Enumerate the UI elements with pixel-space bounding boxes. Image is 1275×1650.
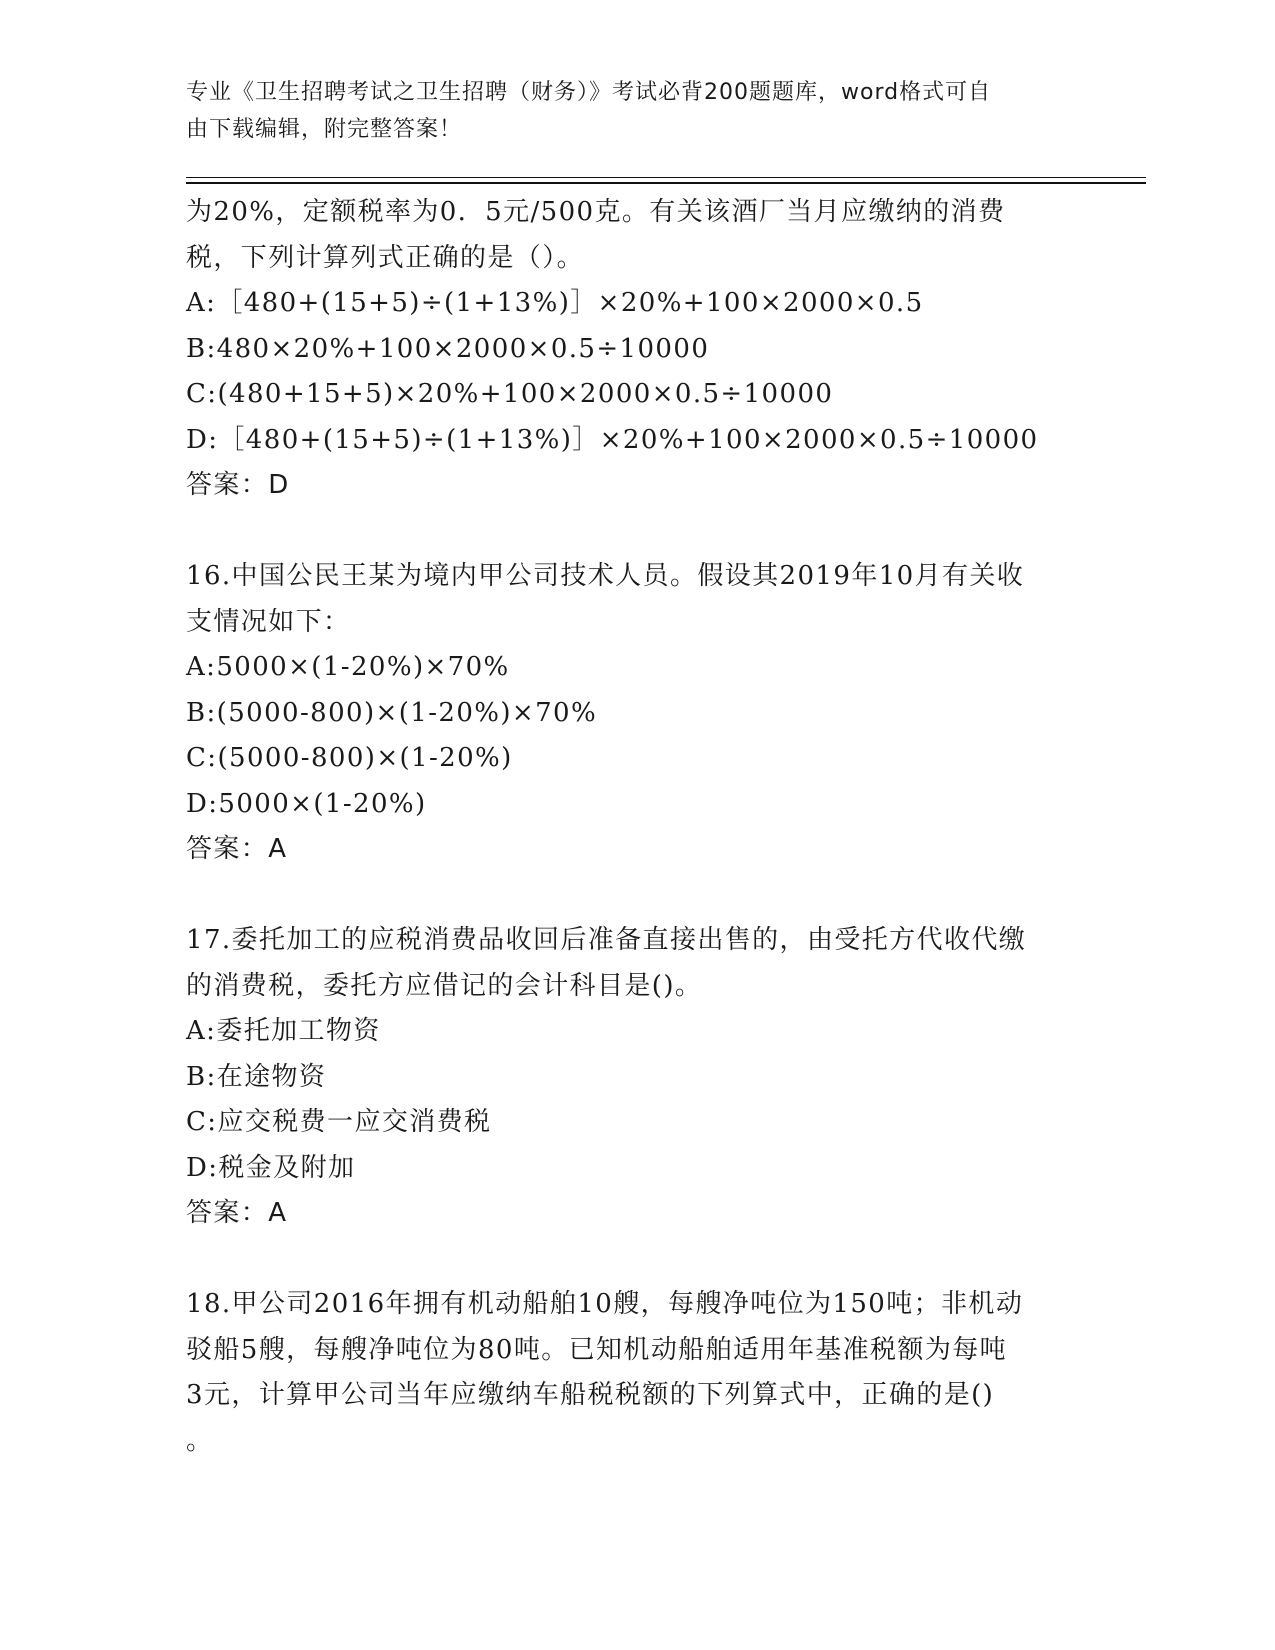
answer: 答案：A	[186, 834, 288, 864]
option-c: C:(480+15+5)×20%+100×2000×0.5÷10000	[186, 379, 834, 409]
header-divider-thick	[186, 182, 1146, 184]
option-a: A:委托加工物资	[186, 1016, 381, 1046]
header-line-1: 专业《卫生招聘考试之卫生招聘（财务）》考试必背200题题库，word格式可自	[186, 80, 992, 105]
option-a: A:［480+(15+5)÷(1+13%)］×20%+100×2000×0.5	[186, 288, 924, 318]
option-d: D:税金及附加	[186, 1152, 356, 1183]
spacer	[186, 509, 1066, 555]
option-a: A:5000×(1-20%)×70%	[186, 652, 510, 682]
header-line-2: 由下载编辑，附完整答案！	[186, 117, 463, 142]
question-text: 。	[186, 1425, 214, 1456]
question-text: 17.委托加工的应税消费品收回后准备直接出售的，由受托方代收代缴	[186, 925, 1027, 955]
option-b: B:(5000-800)×(1-20%)×70%	[186, 697, 598, 728]
option-d: D:5000×(1-20%)	[186, 788, 427, 819]
header-divider-thin	[186, 177, 1146, 178]
document-header	[186, 74, 1066, 148]
option-b: B:480×20%+100×2000×0.5÷10000	[186, 333, 710, 364]
option-d: D:［480+(15+5)÷(1+13%)］×20%+100×2000×0.5÷10000	[186, 424, 1039, 455]
question-text: 3元，计算甲公司当年应缴纳车船税税额的下列算式中，正确的是()	[186, 1380, 995, 1410]
question-18	[186, 1282, 1066, 1464]
document-body	[186, 190, 1066, 1464]
question-text: 18.甲公司2016年拥有机动船舶10艘，每艘净吨位为150吨；非机动	[186, 1289, 1024, 1319]
spacer	[186, 1237, 1066, 1283]
question-15	[186, 190, 1066, 509]
answer: 答案：A	[186, 1198, 288, 1228]
question-text: 的消费税，委托方应借记的会计科目是()。	[186, 970, 703, 1001]
option-c: C:应交税费一应交消费税	[186, 1107, 492, 1137]
question-text: 为20%，定额税率为0．5元/500克。有关该酒厂当月应缴纳的消费	[186, 197, 1006, 227]
question-text: 支情况如下：	[186, 606, 351, 637]
question-16	[186, 554, 1066, 873]
spacer	[186, 873, 1066, 919]
question-text: 16.中国公民王某为境内甲公司技术人员。假设其2019年10月有关收	[186, 561, 1025, 591]
option-b: B:在途物资	[186, 1061, 327, 1092]
question-text: 驳船5艘，每艘净吨位为80吨。已知机动船舶适用年基准税额为每吨	[186, 1334, 1008, 1365]
answer: 答案：D	[186, 470, 290, 500]
option-c: C:(5000-800)×(1-20%)	[186, 743, 513, 773]
question-text: 税，下列计算列式正确的是（）。	[186, 242, 585, 273]
question-17	[186, 918, 1066, 1237]
